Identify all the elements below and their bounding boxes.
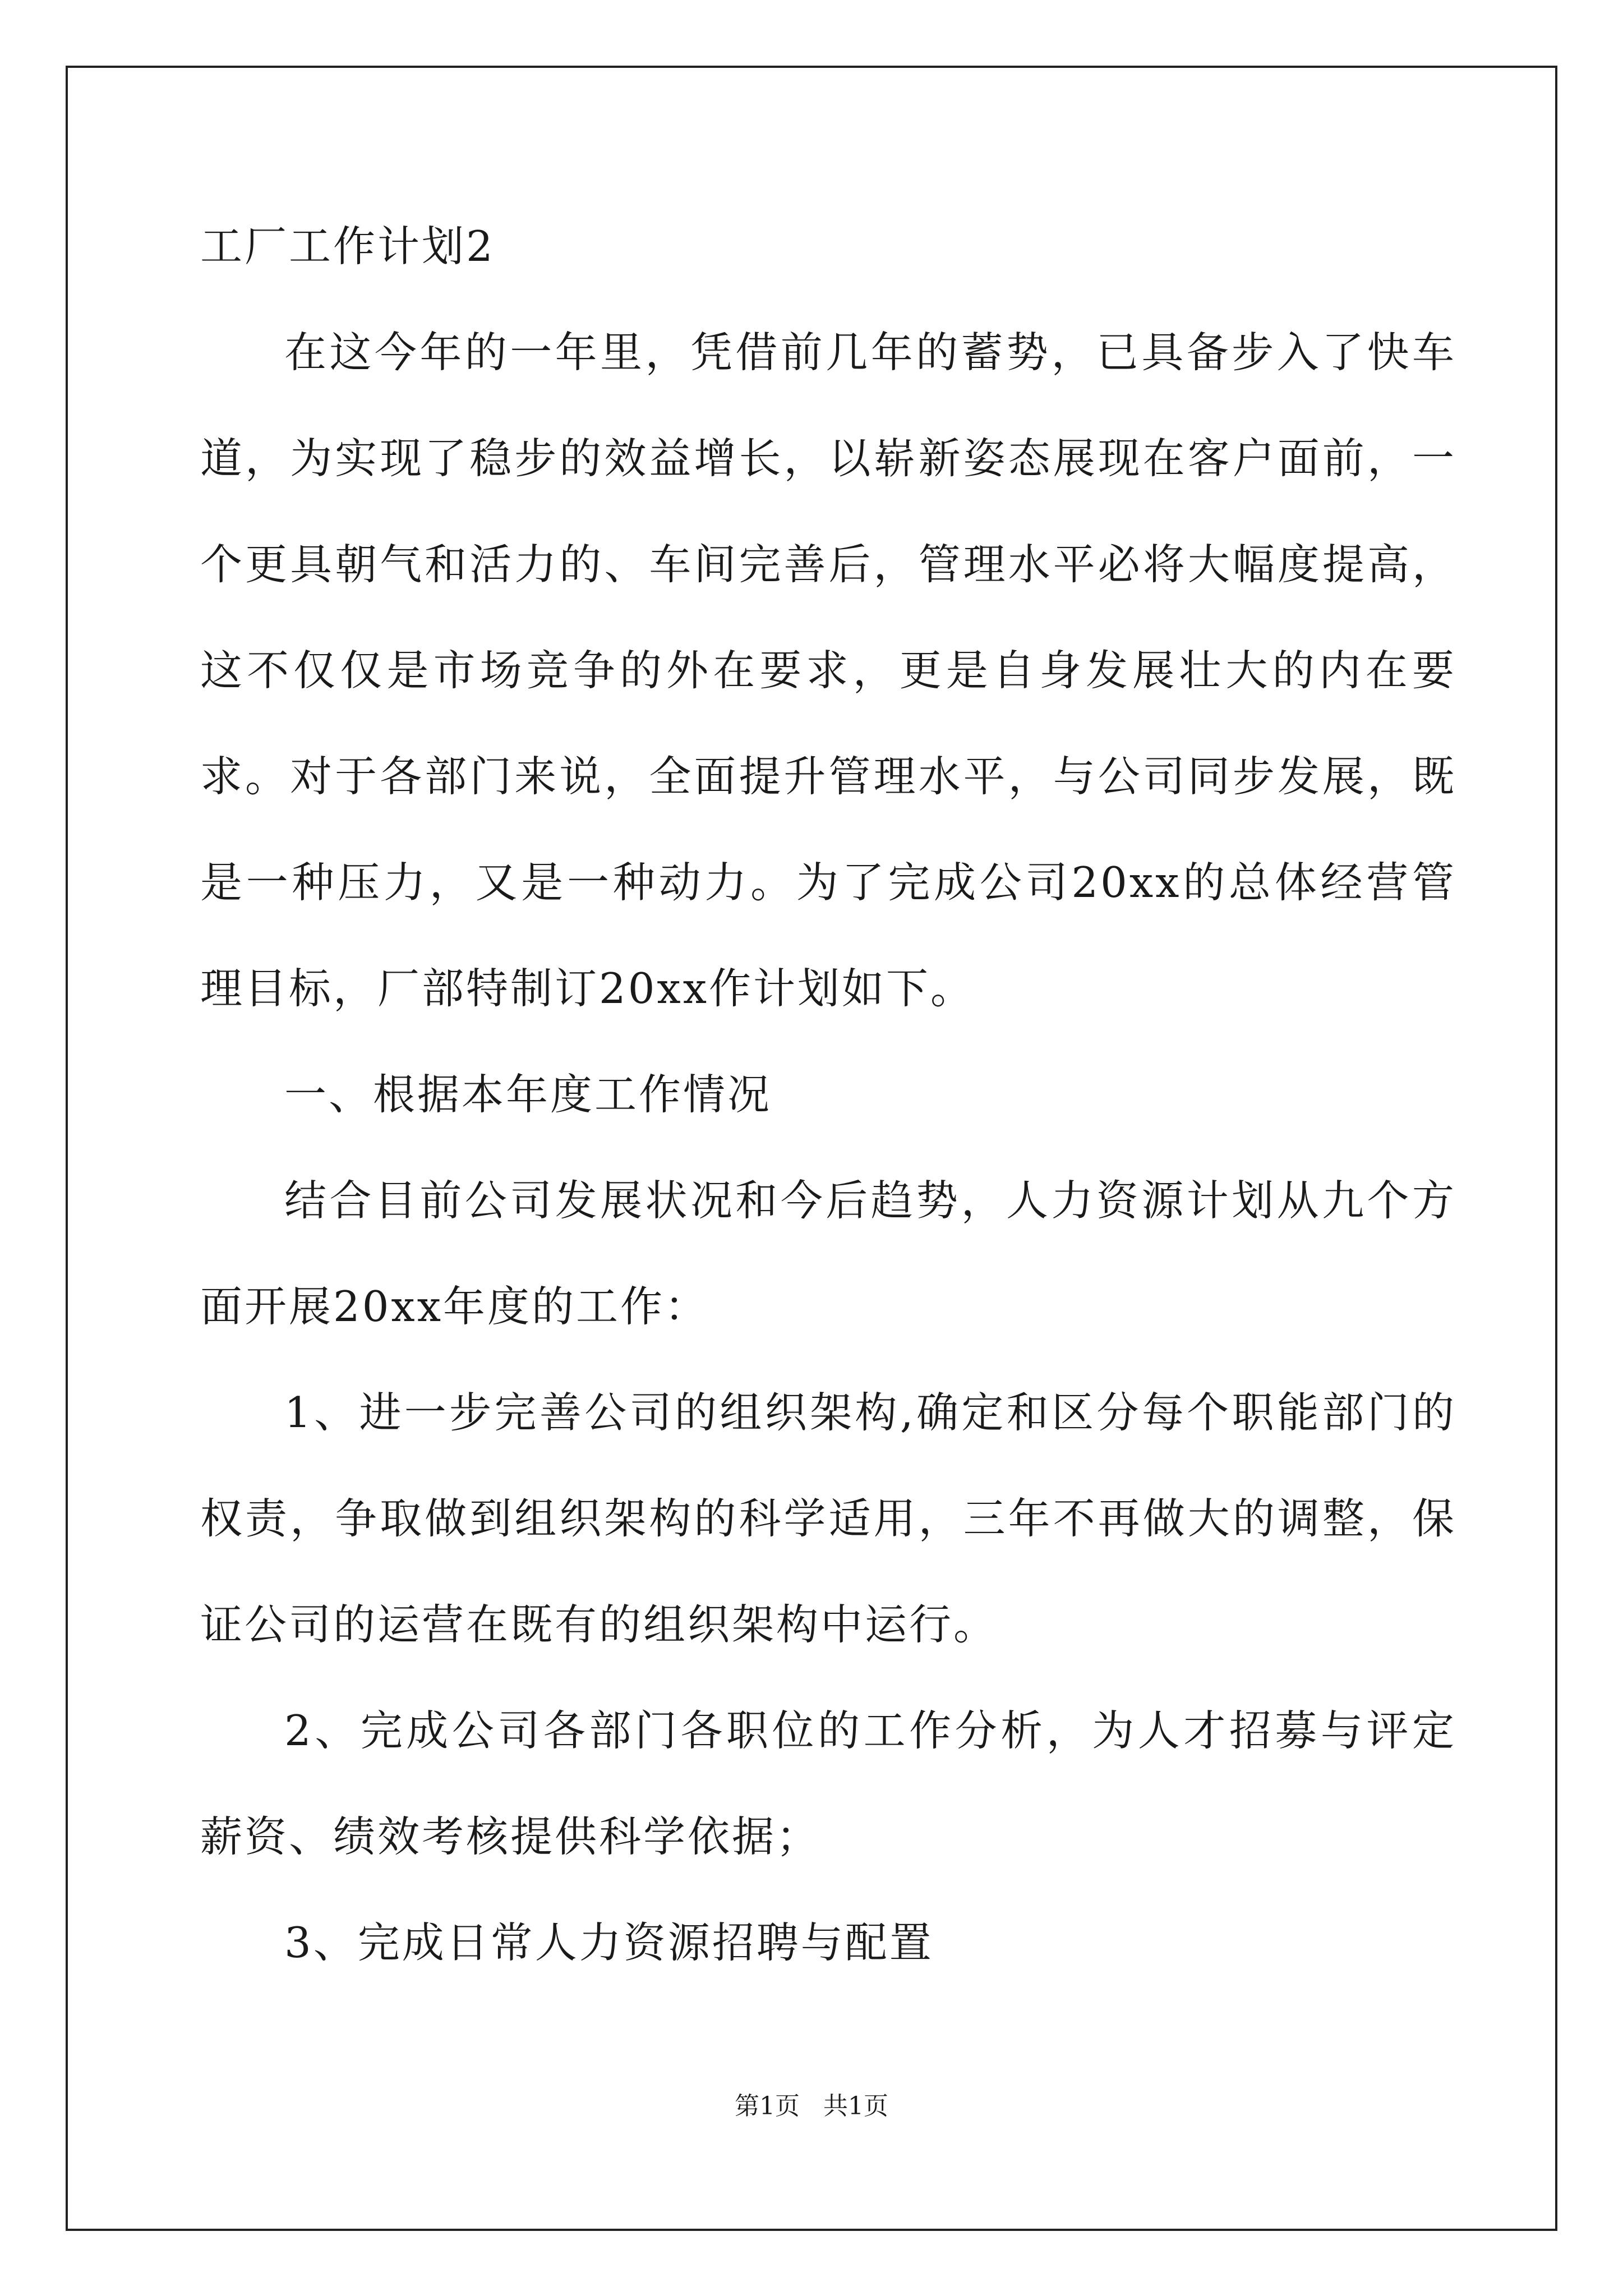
list-item-1: 1、进一步完善公司的组织架构,确定和区分每个职能部门的权责，争取做到组织架构的科学适用，三年不再做大的调整，保证公司的运营在既有的组织架构中运行。 (200, 1388, 1456, 1649)
section-heading-1: 一、根据本年度工作情况 (284, 1070, 772, 1119)
page-number-total: 共1页 (823, 2092, 888, 2120)
document-title: 工厂工作计划2 (200, 222, 495, 271)
page-footer (0, 2090, 1623, 2123)
page-number-current: 第1页 (735, 2092, 800, 2120)
list-item-3: 3、完成日常人力资源招聘与配置 (284, 1918, 934, 1967)
paragraph-intro: 在这今年的一年里，凭借前几年的蓄势，已具备步入了快车道，为实现了稳步的效益增长，以崭新姿态展现在客户面前，一个更具朝气和活力的、车间完善后，管理水平必将大幅度提高，这不仅仅是市场竞争的外在要求，更是自身发展壮大的内在要求。对于各部门来说，全面提升管理水平，与公司同步发展，既是一种压力，又是一种动力。为了完成公司20xx的总体经营管理目标，厂部特制订20xx作计划如下。 (200, 328, 1456, 1013)
paragraph-overview: 结合目前公司发展状况和今后趋势，人力资源计划从九个方面开展20xx年度的工作： (200, 1176, 1456, 1331)
list-item-2: 2、完成公司各部门各职位的工作分析，为人才招募与评定薪资、绩效考核提供科学依据； (200, 1706, 1456, 1861)
document-body (200, 194, 1456, 1996)
